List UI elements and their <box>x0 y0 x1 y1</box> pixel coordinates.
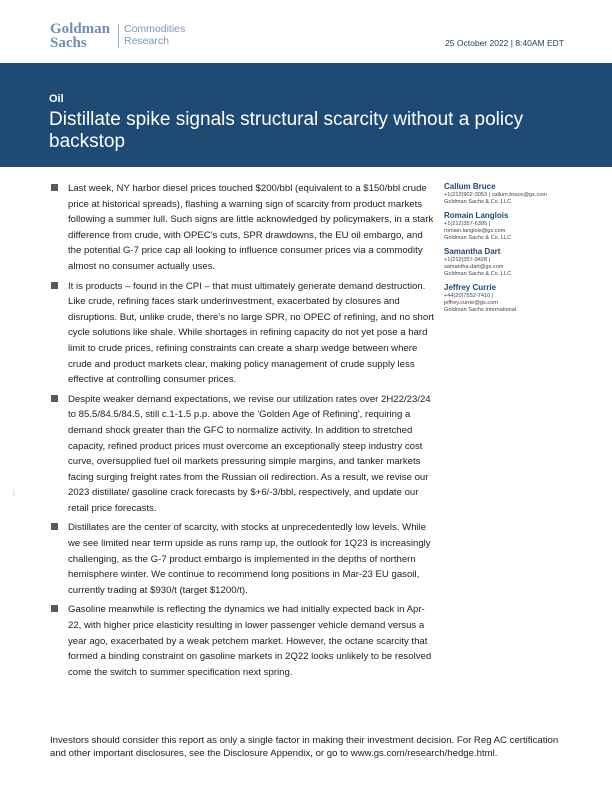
author-name: Romain Langlois <box>444 211 509 220</box>
author-phone: +1(212)357-6395 | <box>444 221 491 227</box>
author-firm: Goldman Sachs & Co. LLC <box>444 235 512 241</box>
author-name: Callum Bruce <box>444 182 496 191</box>
author-firm: Goldman Sachs & Co. LLC <box>444 199 512 205</box>
author-phone: +44(20)7552-7410 | <box>444 293 494 299</box>
bullet-square-icon <box>51 395 58 402</box>
bullet-point: Last week, NY harbor diesel prices touched $200/bbl (equivalent to a $150/bbl crude price at historical spreads), flashing a warning sign of scarcity from product markets following a summer lull. Such signs are little acknowledged by policymakers, in a stark difference from crude, with OPEC's cuts, SPR drawdowns, the EU oil embargo, and the potential G-7 price cap all looking to influence consumer prices via a commodity almost no consumer actually uses. <box>50 181 436 275</box>
author-email[interactable]: jeffrey.currie@gs.com <box>444 300 498 306</box>
author-block <box>444 283 584 314</box>
bullet-square-icon <box>51 523 58 530</box>
division-label: Commodities Research <box>124 23 186 47</box>
margin-marker: | <box>13 490 15 497</box>
author-phone: +1(212)357-9428 | <box>444 257 491 263</box>
logo-wordmark: Goldman Sachs <box>50 21 111 51</box>
report-category: Oil <box>49 93 64 105</box>
key-points-list <box>50 181 436 684</box>
author-list <box>444 182 584 319</box>
bullet-point: Distillates are the center of scarcity, with stocks at unprecedentedly low levels. While we see limited near term upside as runs ramp up, the outlook for 1Q23 is increasingly challenging, as the G-7 product embargo is implemented in the depths of northern hemisphere winter. We continue to recommend long positions in Mar-23 EU gasoil, currently trading at $930/t (target $1200/t). <box>50 520 436 598</box>
author-name: Samantha Dart <box>444 247 501 256</box>
author-block <box>444 211 584 242</box>
report-date: 25 October 2022 | 8:40AM EDT <box>445 38 564 48</box>
bullet-point: Gasoline meanwhile is reflecting the dynamics we had initially expected back in Apr-22, with higher price elasticity resulting in lower passenger vehicle demand versus a year ago, exacerbated by a weak petchem market. However, the octane scarcity that formed a binding constraint on gasoline markets in 2Q22 looks unlikely to be resolved come the switch to summer specification next spring. <box>50 602 436 680</box>
bullet-point: It is products – found in the CPI – that must ultimately generate demand destruction. Like crude, refining faces stark underinvestment, exacerbated by closures and disruptions. But, unlike crude, there's no large SPR, no OPEC of refining, and no short cycle solutions like shale. While shortages in refining capacity do not yet pose a hard limit to crude prices, refining constraints can create a sharp wedge between where crude and product markets clear, making policy management of crude supply less effective at controlling consumer prices. <box>50 279 436 388</box>
author-block <box>444 182 584 206</box>
author-name: Jeffrey Currie <box>444 283 497 292</box>
report-title: Distillate spike signals structural scarcity without a policy backstop <box>49 109 524 152</box>
author-firm: Goldman Sachs & Co. LLC <box>444 271 512 277</box>
author-contact[interactable]: +1(212)902-3053 | callum.bruce@gs.com <box>444 192 548 198</box>
bullet-square-icon <box>51 605 58 612</box>
author-email[interactable]: romain.langlois@gs.com <box>444 228 506 234</box>
bullet-square-icon <box>51 184 58 191</box>
bullet-square-icon <box>51 282 58 289</box>
author-firm: Goldman Sachs International <box>444 307 517 313</box>
author-email[interactable]: samantha.dart@gs.com <box>444 264 504 270</box>
logo-divider <box>118 24 119 48</box>
author-block <box>444 247 584 278</box>
bullet-point: Despite weaker demand expectations, we revise our utilization rates over 2H22/23/24 to 85.5/84.5/84.5, still c.1-1.5 p.p. above the 'Golden Age of Refining', requiring a demand shock greater than the GFC to normalize activity. In addition to stretched capacity, refined product prices must overcome an exceptionally steep industry cost curve, oversupplied fuel oil markets pressuring simple margins, and tanker markets facing surging freight rates from the Russian oil redirection. As a result, we revise our 2023 distillate/ gasoline crack forecasts by $+6/-3/bbl, respectively, and update our retail price forecasts. <box>50 392 436 517</box>
disclaimer-text: Investors should consider this report as only a single factor in making their investment decision. For Reg AC certification and other important disclosures, see the Disclosure Appendix, or go to www.gs.com/research/hedge.html. <box>50 735 559 759</box>
